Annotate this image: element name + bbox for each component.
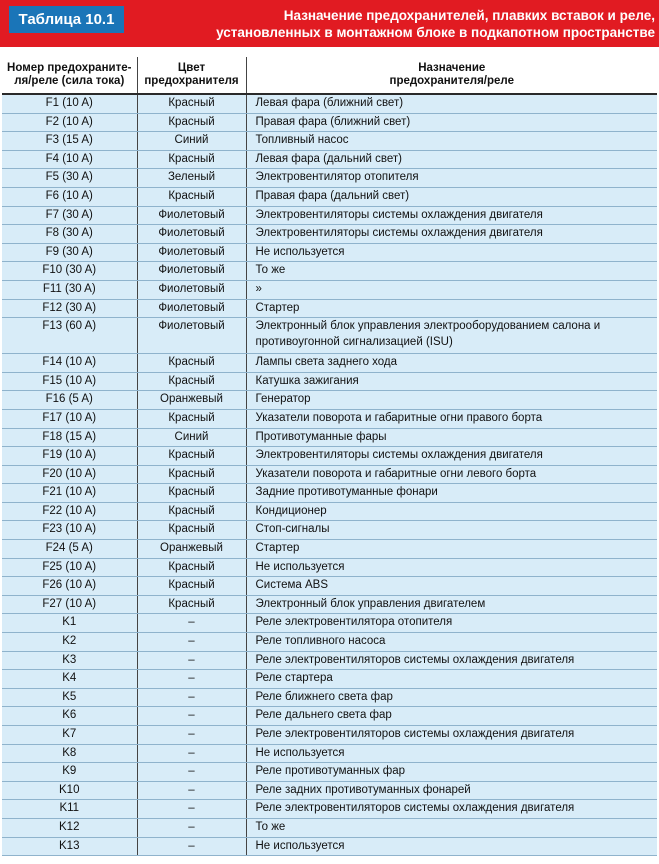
table-row: [2, 633, 657, 652]
cell-purpose: Электровентиляторы системы охлаждения двигателя: [246, 447, 657, 466]
table-row: [2, 577, 657, 596]
cell-fuse-number: K3: [2, 651, 137, 670]
cell-fuse-color: Синий: [137, 428, 246, 447]
cell-fuse-color: Красный: [137, 113, 246, 132]
cell-purpose: Система ABS: [246, 577, 657, 596]
table-row: [2, 409, 657, 428]
cell-fuse-number: K4: [2, 670, 137, 689]
cell-fuse-number: F19 (10 A): [2, 447, 137, 466]
cell-fuse-number: K2: [2, 633, 137, 652]
cell-fuse-number: F24 (5 A): [2, 540, 137, 559]
table-row: [2, 132, 657, 151]
table-row: [2, 688, 657, 707]
cell-purpose: Противотуманные фары: [246, 428, 657, 447]
cell-fuse-color: Красный: [137, 521, 246, 540]
table-row: [2, 818, 657, 837]
cell-purpose: Реле электровентиляторов системы охлаждения двигателя: [246, 800, 657, 819]
cell-fuse-color: Фиолетовый: [137, 243, 246, 262]
cell-fuse-number: F22 (10 A): [2, 502, 137, 521]
table-row: [2, 521, 657, 540]
cell-purpose: Стартер: [246, 299, 657, 318]
table-row: [2, 800, 657, 819]
cell-purpose: Правая фара (дальний свет): [246, 187, 657, 206]
table-row: [2, 262, 657, 281]
cell-fuse-color: Красный: [137, 94, 246, 113]
cell-purpose: Стоп-сигналы: [246, 521, 657, 540]
cell-fuse-color: Красный: [137, 447, 246, 466]
cell-purpose: Реле противотуманных фар: [246, 763, 657, 782]
table-row: [2, 651, 657, 670]
table-title: Назначение предохранителей, плавких вставок и реле, установленных в монтажном блоке в подкапотном пространстве: [216, 8, 655, 40]
cell-purpose: Электровентиляторы системы охлаждения двигателя: [246, 225, 657, 244]
cell-fuse-number: K10: [2, 781, 137, 800]
table-row: [2, 354, 657, 373]
cell-fuse-number: F18 (15 A): [2, 428, 137, 447]
table-row: [2, 428, 657, 447]
cell-fuse-number: F5 (30 A): [2, 169, 137, 188]
cell-fuse-color: Фиолетовый: [137, 225, 246, 244]
column-header-number: Номер предохраните- ля/реле (сила тока): [2, 57, 137, 94]
cell-purpose: Катушка зажигания: [246, 372, 657, 391]
cell-purpose: Реле задних противотуманных фонарей: [246, 781, 657, 800]
cell-fuse-number: F20 (10 A): [2, 465, 137, 484]
cell-fuse-color: Фиолетовый: [137, 262, 246, 281]
cell-fuse-number: F11 (30 A): [2, 280, 137, 299]
cell-fuse-color: Оранжевый: [137, 391, 246, 410]
cell-fuse-number: K11: [2, 800, 137, 819]
cell-purpose: Топливный насос: [246, 132, 657, 151]
cell-purpose: Не используется: [246, 837, 657, 856]
cell-fuse-color: –: [137, 614, 246, 633]
cell-purpose: Задние противотуманные фонари: [246, 484, 657, 503]
cell-fuse-number: F14 (10 A): [2, 354, 137, 373]
table-row: [2, 726, 657, 745]
cell-purpose: Генератор: [246, 391, 657, 410]
cell-fuse-number: K8: [2, 744, 137, 763]
cell-fuse-color: Красный: [137, 187, 246, 206]
cell-purpose: Кондиционер: [246, 502, 657, 521]
cell-fuse-number: F23 (10 A): [2, 521, 137, 540]
cell-purpose: Стартер: [246, 540, 657, 559]
cell-fuse-number: F13 (60 A): [2, 318, 137, 354]
table-row: [2, 465, 657, 484]
cell-purpose: Электровентиляторы системы охлаждения двигателя: [246, 206, 657, 225]
table-row: [2, 243, 657, 262]
cell-fuse-number: K6: [2, 707, 137, 726]
cell-fuse-number: F27 (10 A): [2, 595, 137, 614]
cell-fuse-color: –: [137, 800, 246, 819]
cell-purpose: То же: [246, 262, 657, 281]
table-row: [2, 94, 657, 113]
cell-purpose: Электровентилятор отопителя: [246, 169, 657, 188]
cell-fuse-color: –: [137, 670, 246, 689]
cell-fuse-color: –: [137, 781, 246, 800]
cell-purpose: Реле топливного насоса: [246, 633, 657, 652]
cell-purpose: Реле стартера: [246, 670, 657, 689]
cell-fuse-color: –: [137, 688, 246, 707]
cell-fuse-color: Фиолетовый: [137, 280, 246, 299]
fuse-relay-table: [2, 57, 657, 856]
cell-fuse-number: F26 (10 A): [2, 577, 137, 596]
cell-fuse-number: F8 (30 A): [2, 225, 137, 244]
table-row: [2, 614, 657, 633]
cell-purpose: Не используется: [246, 744, 657, 763]
cell-fuse-number: K7: [2, 726, 137, 745]
cell-purpose: Лампы света заднего хода: [246, 354, 657, 373]
cell-fuse-color: Красный: [137, 558, 246, 577]
cell-fuse-number: F7 (30 A): [2, 206, 137, 225]
cell-fuse-color: Зеленый: [137, 169, 246, 188]
cell-purpose: Электронный блок управления электрооборудованием салона и противоугонной сигнализацией (ISU): [246, 318, 657, 354]
cell-purpose: Не используется: [246, 243, 657, 262]
cell-fuse-color: Красный: [137, 595, 246, 614]
cell-purpose: То же: [246, 818, 657, 837]
table-row: [2, 540, 657, 559]
cell-fuse-color: Красный: [137, 150, 246, 169]
cell-purpose: »: [246, 280, 657, 299]
cell-fuse-number: F9 (30 A): [2, 243, 137, 262]
cell-purpose: Указатели поворота и габаритные огни левого борта: [246, 465, 657, 484]
table-row: [2, 502, 657, 521]
table-row: [2, 670, 657, 689]
cell-fuse-number: F16 (5 A): [2, 391, 137, 410]
column-header-purpose: Назначение предохранителя/реле: [246, 57, 657, 94]
cell-fuse-color: Красный: [137, 577, 246, 596]
cell-fuse-number: F10 (30 A): [2, 262, 137, 281]
cell-fuse-color: –: [137, 837, 246, 856]
cell-purpose: Левая фара (ближний свет): [246, 94, 657, 113]
table-row: [2, 280, 657, 299]
table-row: [2, 391, 657, 410]
cell-fuse-color: –: [137, 726, 246, 745]
table-row: [2, 299, 657, 318]
cell-fuse-number: F21 (10 A): [2, 484, 137, 503]
cell-fuse-color: Синий: [137, 132, 246, 151]
table-row: [2, 206, 657, 225]
cell-fuse-color: Красный: [137, 354, 246, 373]
cell-fuse-color: –: [137, 763, 246, 782]
cell-purpose: Правая фара (ближний свет): [246, 113, 657, 132]
cell-fuse-number: F15 (10 A): [2, 372, 137, 391]
cell-fuse-number: K1: [2, 614, 137, 633]
cell-purpose: Реле электровентилятора отопителя: [246, 614, 657, 633]
cell-purpose: Реле дальнего света фар: [246, 707, 657, 726]
cell-fuse-color: –: [137, 744, 246, 763]
table-row: [2, 595, 657, 614]
cell-fuse-color: Красный: [137, 484, 246, 503]
cell-fuse-number: F1 (10 A): [2, 94, 137, 113]
cell-fuse-number: F25 (10 A): [2, 558, 137, 577]
table-row: [2, 763, 657, 782]
cell-purpose: Не используется: [246, 558, 657, 577]
cell-purpose: Реле электровентиляторов системы охлаждения двигателя: [246, 651, 657, 670]
table-header-row: [2, 57, 657, 94]
table-row: [2, 744, 657, 763]
table-row: [2, 318, 657, 354]
table-row: [2, 113, 657, 132]
cell-purpose: Левая фара (дальний свет): [246, 150, 657, 169]
table-row: [2, 837, 657, 856]
cell-fuse-color: Красный: [137, 465, 246, 484]
cell-fuse-color: Оранжевый: [137, 540, 246, 559]
table-number-badge: Таблица 10.1: [9, 6, 124, 33]
table-row: [2, 187, 657, 206]
table-row: [2, 707, 657, 726]
cell-fuse-color: Фиолетовый: [137, 299, 246, 318]
cell-purpose: Реле ближнего света фар: [246, 688, 657, 707]
cell-fuse-color: Красный: [137, 409, 246, 428]
cell-purpose: Электронный блок управления двигателем: [246, 595, 657, 614]
table-header-banner: [0, 0, 659, 47]
table-row: [2, 372, 657, 391]
cell-purpose: Указатели поворота и габаритные огни правого борта: [246, 409, 657, 428]
cell-fuse-color: –: [137, 818, 246, 837]
cell-fuse-color: Фиолетовый: [137, 206, 246, 225]
cell-fuse-number: F4 (10 A): [2, 150, 137, 169]
cell-fuse-color: –: [137, 633, 246, 652]
cell-purpose: Реле электровентиляторов системы охлаждения двигателя: [246, 726, 657, 745]
cell-fuse-color: –: [137, 651, 246, 670]
cell-fuse-color: Фиолетовый: [137, 318, 246, 354]
table-row: [2, 781, 657, 800]
cell-fuse-color: Красный: [137, 372, 246, 391]
column-header-color: Цвет предохранителя: [137, 57, 246, 94]
cell-fuse-number: F17 (10 A): [2, 409, 137, 428]
cell-fuse-number: F12 (30 A): [2, 299, 137, 318]
cell-fuse-number: F3 (15 A): [2, 132, 137, 151]
table-row: [2, 225, 657, 244]
cell-fuse-color: –: [137, 707, 246, 726]
table-row: [2, 150, 657, 169]
cell-fuse-number: K5: [2, 688, 137, 707]
table-row: [2, 558, 657, 577]
cell-fuse-number: K13: [2, 837, 137, 856]
cell-fuse-number: K9: [2, 763, 137, 782]
cell-fuse-number: F2 (10 A): [2, 113, 137, 132]
table-row: [2, 447, 657, 466]
cell-fuse-number: K12: [2, 818, 137, 837]
cell-fuse-color: Красный: [137, 502, 246, 521]
table-row: [2, 169, 657, 188]
table-row: [2, 484, 657, 503]
cell-fuse-number: F6 (10 A): [2, 187, 137, 206]
